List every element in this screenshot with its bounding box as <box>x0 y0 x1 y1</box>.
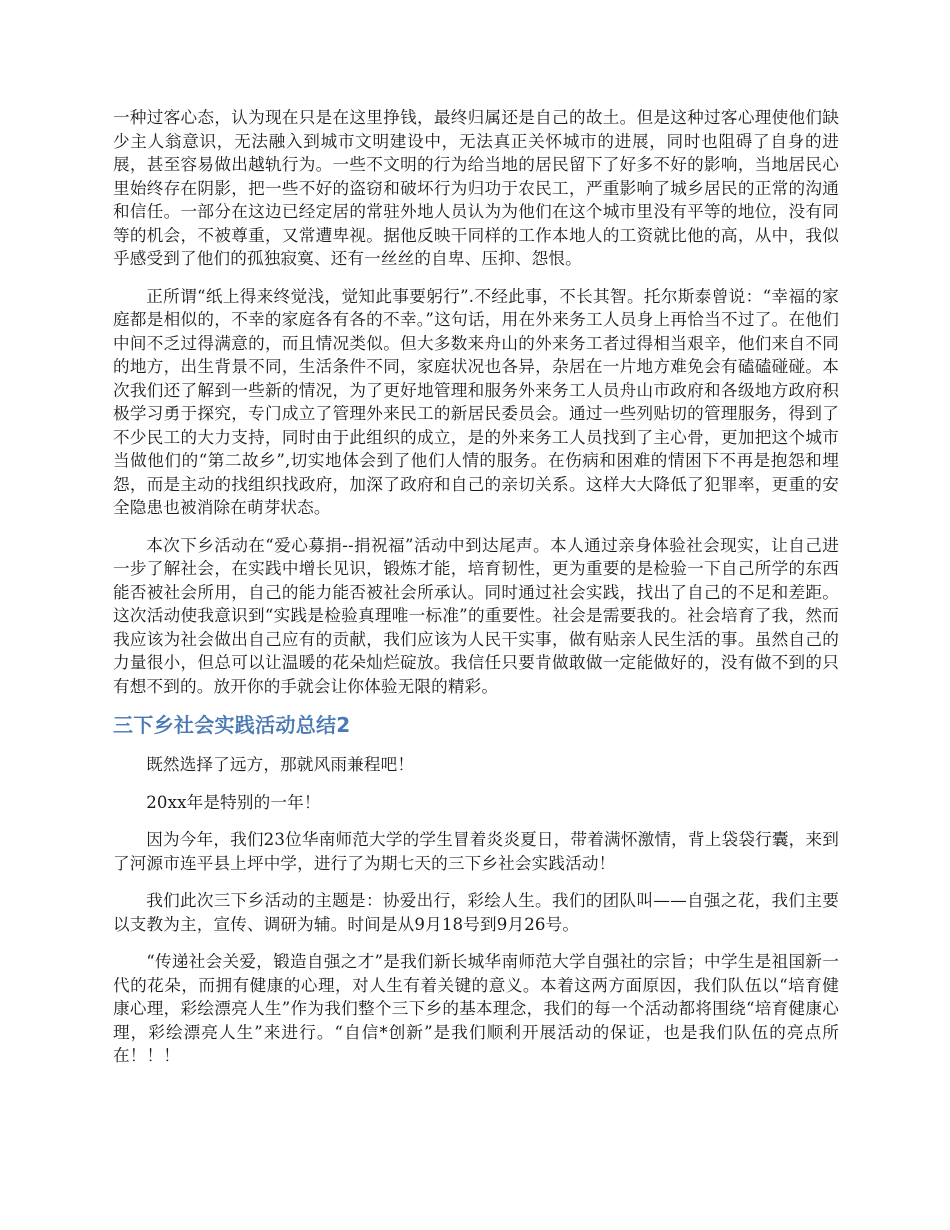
paragraph-spacer <box>113 814 839 828</box>
paragraph-spacer <box>113 698 839 711</box>
paragraph-5: 20xx年是特别的一年！ <box>146 792 321 812</box>
paragraph-4: 既然选择了远方，那就风雨兼程吧！ <box>146 755 415 774</box>
paragraph-8: “传递社会关爱，锻造自强之才”是我们新长城华南师范大学自强社的宗旨；中学生是祖国新一代的花朵，而拥有健康的心理，对人生有着关键的意义。本着这两方面原因，我们队伍以“培育健康心理，彩绘漂亮人生”作为我们整个三下乡的基本理念，我们的每一个活动都将围绕“培育健康心理，彩绘漂亮人生”来进行。“自信*创新”是我们顺利开展活动的保证，也是我们队伍的亮点所在！！！ <box>113 952 839 1065</box>
paragraph-3: 本次下乡活动在“爱心募捐--捐祝福”活动中到达尾声。本人通过亲身体验社会现实，让自己进一步了解社会，在实践中增长见识，锻炼才能，培育韧性，更为重要的是检验一下自己所学的东西能否被社会所用，自己的能力能否被社会所承认。同时通过社会实践，找出了自己的不足和差距。这次活动使我意识到“实践是检验真理唯一标准”的重要性。社会是需要我的。社会培育了我，然而我应该为社会做出自己应有的贡献，我们应该为人民干实事，做有贴亲人民生活的事。虽然自己的力量很小，但总可以让温暖的花朵灿烂碇放。我信任只要肯做敢做一定能做好的，没有做不到的只有想不到的。放开你的手就会让你体验无限的精彩。 <box>113 535 839 696</box>
paragraph-spacer <box>113 936 839 950</box>
paragraph-spacer <box>113 875 839 889</box>
paragraph-1: 一种过客心态，认为现在只是在这里挣钱，最终归属还是自己的故土。但是这种过客心理使他们缺少主人翁意识，无法融入到城市文明建设中，无法真正关怀城市的进展，同时也阻碍了自身的进展，甚至容易做出越轨行为。一些不文明的行为给当地的居民留下了好多不好的影响，当地居民心里始终存在阴影，把一些不好的盗窃和破坏行为归功于农民工，严重影响了城乡居民的正常的沟通和信任。一部分在这边已经定居的常驻外地人员认为为他们在这个城市里没有平等的地位，没有同等的机会，不被尊重，又常遭卑视。据他反映干同样的工作本地人的工资就比他的高，从中，我似乎感受到了他们的孤独寂寞、还有一丝丝的自卑、压抑、怨恨。 <box>113 108 839 268</box>
paragraph-6: 因为今年，我们23位华南师范大学的学生冒着炎炎夏日，带着满怀激情，背上袋袋行囊，来到了河源市连平县上坪中学，进行了为期七天的三下乡社会实践活动！ <box>113 830 839 873</box>
paragraph-spacer <box>113 520 839 534</box>
paragraph-spacer <box>113 271 839 285</box>
paragraph-7: 我们此次三下乡活动的主题是：协爱出行，彩绘人生。我们的团队叫——自强之花，我们主要以支教为主，宣传、调研为辅。时间是从9月18号到9月26号。 <box>113 891 839 934</box>
paragraph-2: 正所谓“纸上得来终觉浅，觉知此事要躬行”.不经此事，不长其智。托尔斯泰曾说：“幸福的家庭都是相似的，不幸的家庭各有各的不幸。”这句话，用在外来务工人员身上再恰当不过了。在他们中间不乏过得满意的，而且情况类似。但大多数来舟山的外来务工者过得相当艰辛，他们来自不同的地方，出生背景不同，生活条件不同，家庭状况也各异，杂居在一片地方难免会有磕磕碰碰。本次我们还了解到一些新的情况，为了更好地管理和服务外来务工人员舟山市政府和各级地方政府积极学习勇于探究，专门成立了管理外来民工的新居民委员会。通过一些列贴切的管理服务，得到了不少民工的大力支持，同时由于此组织的成立，是的外来务工人员找到了主心骨，更加把这个城市当做他们的“第二故乡”,切实地体会到了他们人情的服务。在伤病和困难的情困下不再是抱怨和埋怨，而是主动的找组织找政府，加深了政府和自己的亲切关系。这样大大降低了犯罪率，更重的安全隐患也被消除在萌芽状态。 <box>113 286 839 517</box>
paragraph-spacer <box>113 739 839 753</box>
section-heading: 三下乡社会实践活动总结2 <box>113 713 351 737</box>
paragraph-spacer <box>113 777 839 791</box>
document-body <box>113 106 839 1068</box>
